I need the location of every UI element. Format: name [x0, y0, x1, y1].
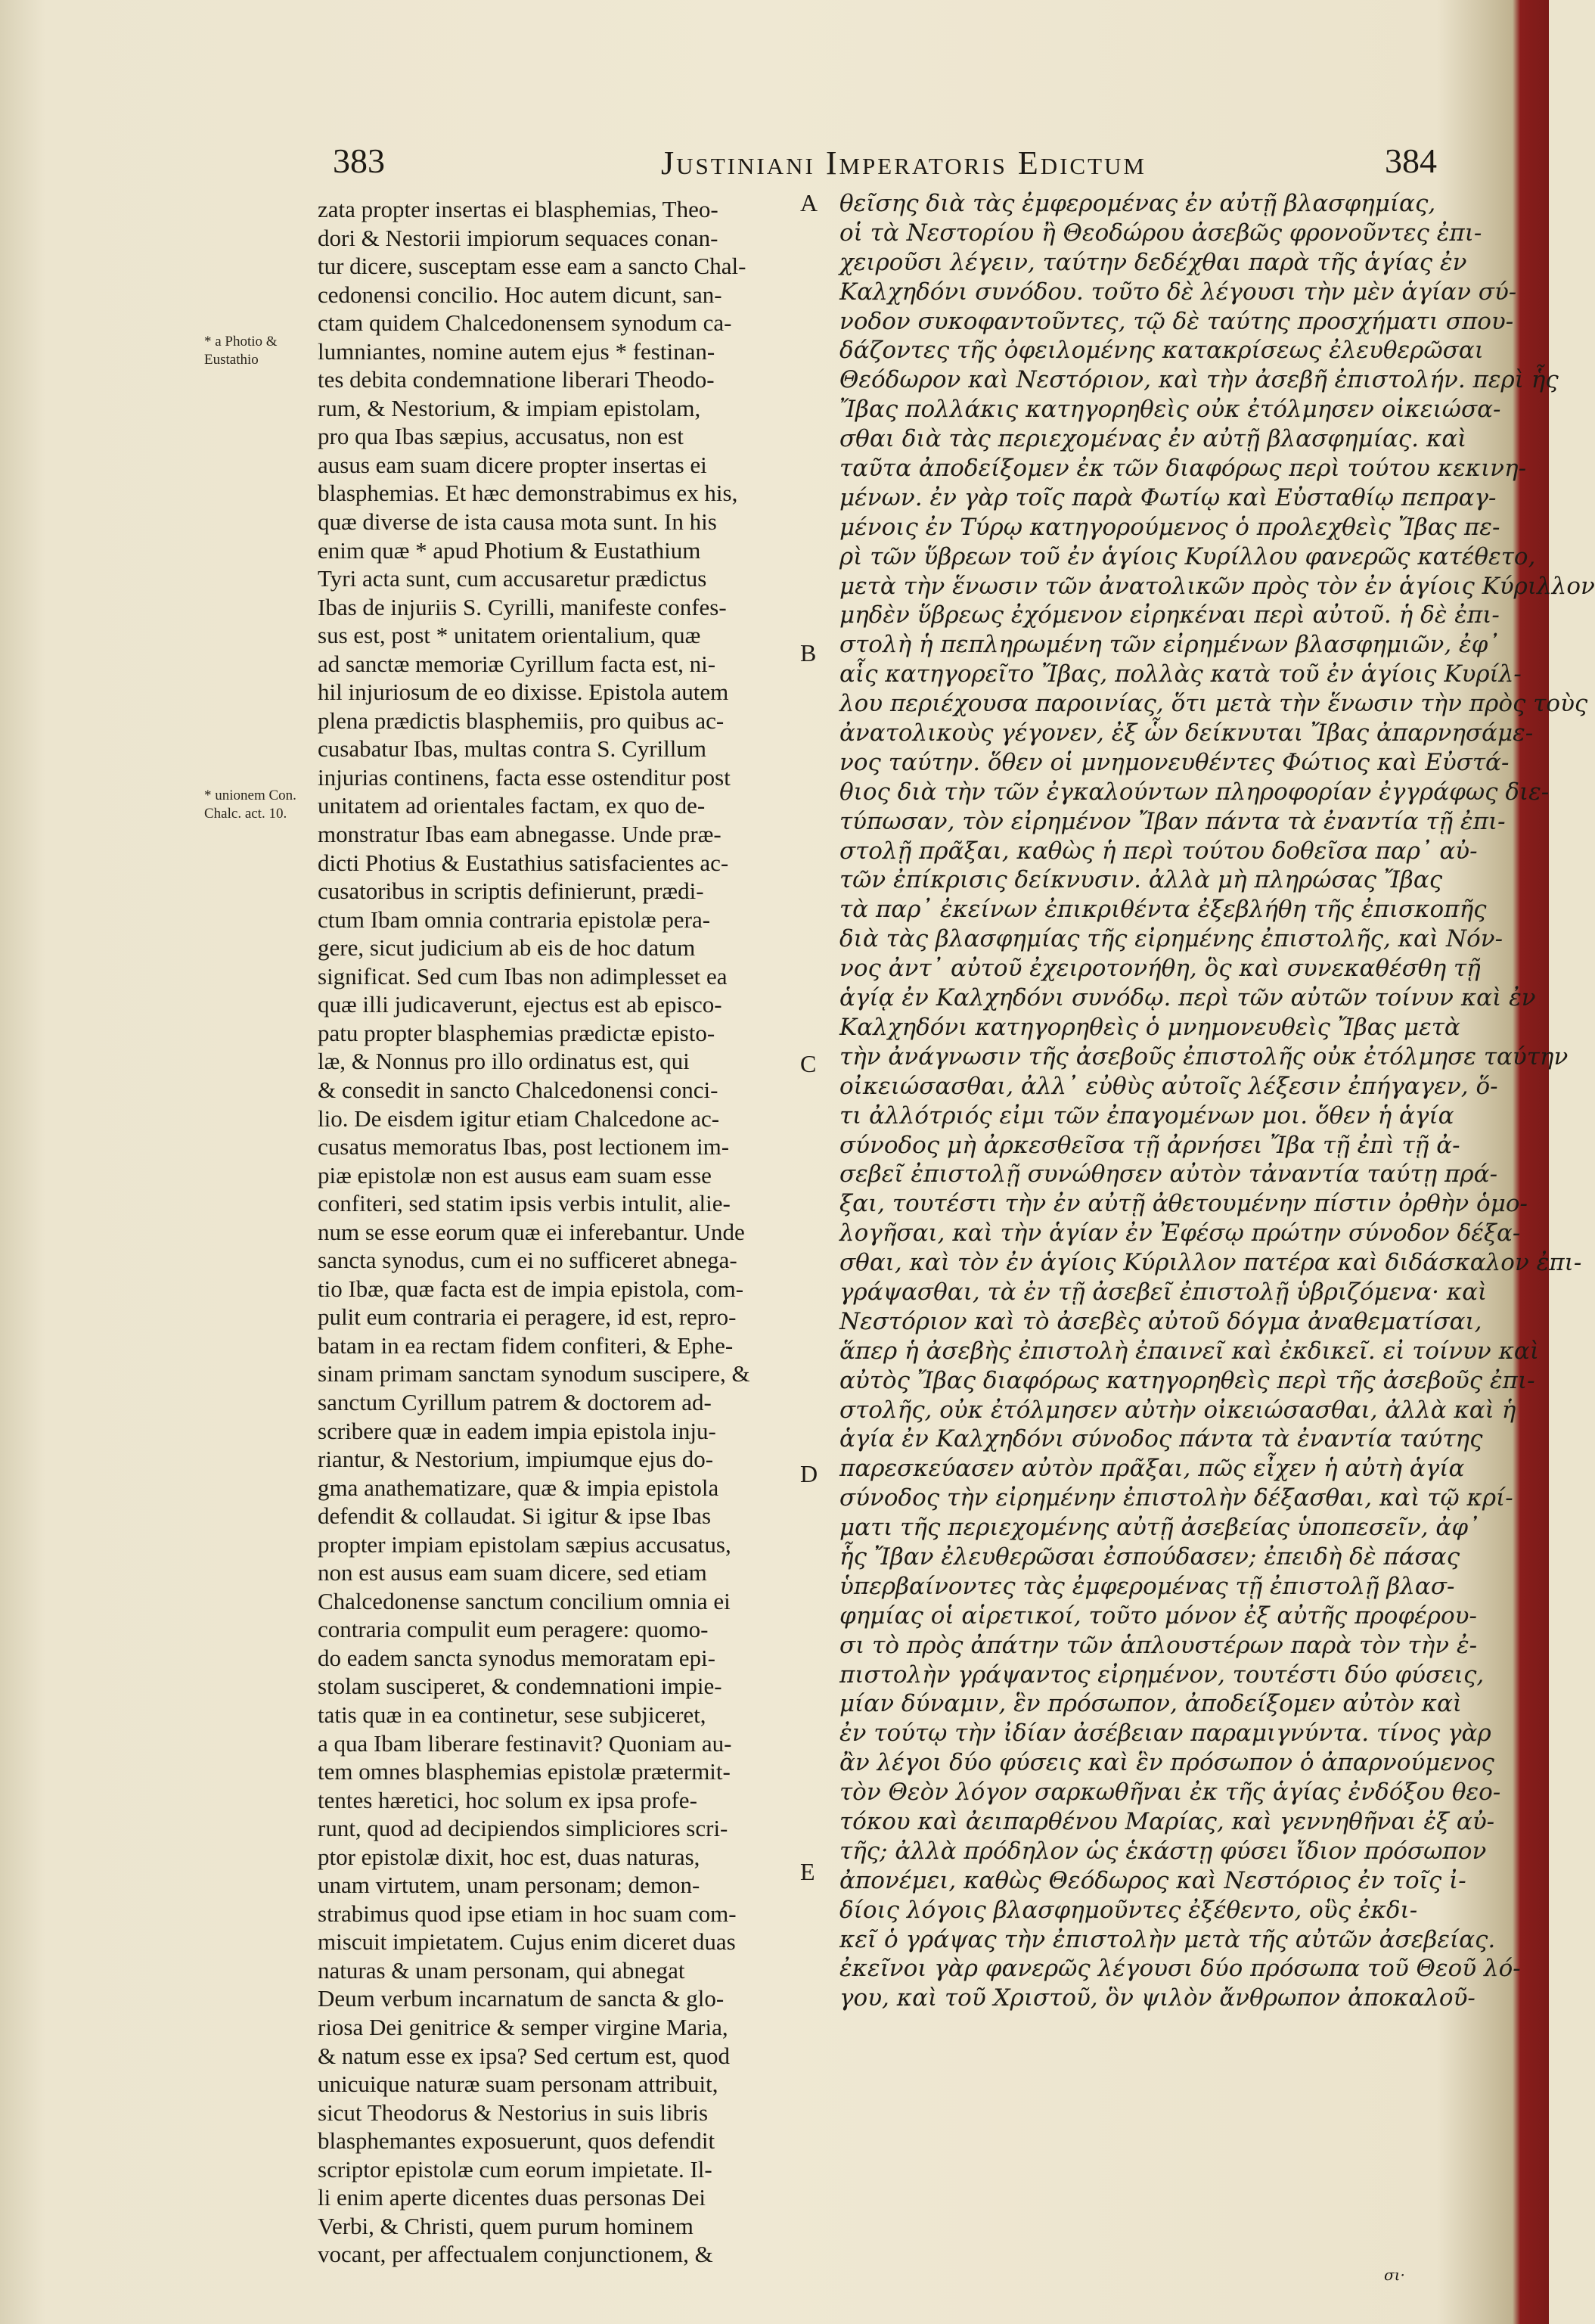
text-line: plena prædictis blasphemiis, pro quibus ac- — [318, 707, 725, 734]
text-line: dicti Photius & Eustathius satisfacientes ac- — [318, 849, 729, 876]
text-line: ταῦτα ἀποδείξομεν ἐκ τῶν διαφόρως περὶ τούτου κεκινη- — [839, 455, 1527, 483]
running-header — [333, 141, 1437, 186]
text-line: νος ταύτην. ὅθεν οἱ μνημονευθέντες Φώτιος καὶ Εὐστά- — [839, 748, 1510, 776]
text-line: διὰ τὰς βλασφημίας τῆς εἰρημένης ἐπιστολῆς, καὶ Νόν- — [839, 925, 1503, 953]
text-line: sancta synodus, cum ei no sufficeret abnega- — [318, 1247, 737, 1274]
text-line: scribere quæ in eadem impia epistola inju- — [318, 1417, 716, 1444]
text-line: confiteri, sed statim ipsis verbis intulit, alie- — [318, 1190, 731, 1217]
text-line: Θεόδωρον καὶ Νεστόριον, καὶ τὴν ἀσεβῆ ἐπιστολήν. περὶ ἧς — [839, 366, 1559, 394]
text-line: στολὴ ἡ πεπληρωμένη τῶν εἰρημένων βλασφημιῶν, ἐφ᾽ — [839, 631, 1500, 659]
section-letter-e: E — [800, 1858, 815, 1885]
text-line: στολῇ πρᾶξαι, καθὼς ἡ περὶ τούτου δοθεῖσα παρ᾽ αὐ- — [839, 837, 1478, 865]
text-line: num se esse eorum quæ ei inferebantur. Unde — [318, 1218, 745, 1245]
text-line: ausus eam suam dicere propter insertas ei — [318, 451, 707, 478]
text-line: νος ἀντ᾽ αὐτοῦ ἐχειροτονήθη, ὃς καὶ συνεκαθέσθη τῇ — [839, 955, 1481, 983]
text-line: Verbi, & Christi, quem purum hominem — [318, 2212, 694, 2239]
text-line: miscuit impietatem. Cujus enim diceret duas — [318, 1928, 736, 1956]
text-line: scriptor epistolæ cum eorum impietate. Il- — [318, 2155, 712, 2183]
text-line: σθαι, καὶ τὸν ἐν ἁγίοις Κύριλλον πατέρα καὶ διδάσκαλον ἐπι- — [839, 1249, 1582, 1277]
greek-text-column — [839, 189, 1595, 2013]
text-line: læ, & Nonnus pro illo ordinatus est, qui — [318, 1048, 690, 1075]
text-line: ἀνατολικοὺς γέγονεν, ἐξ ὧν δείκνυται Ἴβας ἀπαρνησάμε- — [839, 719, 1534, 747]
text-line: Deum verbum incarnatum de sancta & glo- — [318, 1985, 725, 2012]
page-number-right: 384 — [1385, 141, 1437, 180]
text-line: dori & Nestorii impiorum sequaces conan- — [318, 224, 718, 251]
text-line: sicut Theodorus & Nestorius in suis libris — [318, 2099, 709, 2126]
text-line: φημίας οἱ αἱρετικοί, τοῦτο μόνον ἐξ αὐτῆς προφέρου- — [839, 1602, 1477, 1630]
text-line: πιστολὴν γράψαντος εἰρημένον, τουτέστι δύο φύσεις, — [839, 1661, 1485, 1689]
text-line: lio. De eisdem igitur etiam Chalcedone ac- — [318, 1105, 720, 1132]
text-line: tes debita condemnatione liberari Theodo- — [318, 366, 715, 393]
text-line: tentes hæretici, hoc solum ex ipsa profe- — [318, 1786, 697, 1813]
text-line: στολῆς, οὐκ ἐτόλμησεν αὐτὴν οἰκειώσασθαι, ἀλλὰ καὶ ἡ — [839, 1396, 1516, 1424]
text-line: blasphemias. Et hæc demonstrabimus ex his, — [318, 480, 738, 507]
text-line: gma anathematizare, quæ & impia epistola — [318, 1474, 719, 1501]
text-line: strabimus quod ipse etiam in hoc suam com- — [318, 1900, 737, 1927]
text-line: cedonensi concilio. Hoc autem dicunt, san- — [318, 281, 722, 308]
text-line: τὰ παρ᾽ ἐκείνων ἐπικριθέντα ἐξεβλήθη τῆς ἐπισκοπῆς — [839, 896, 1487, 924]
text-line: ἁγίᾳ ἐν Καλχηδόνι συνόδῳ. περὶ τῶν αὐτῶν τοίνυν καὶ ἐν — [839, 984, 1536, 1012]
text-line: batam in ea rectam fidem confiteri, & Ephe- — [318, 1331, 734, 1359]
text-line: σι τὸ πρὸς ἀπάτην τῶν ἁπλουστέρων παρὰ τὸν τὴν ἐ- — [839, 1631, 1478, 1659]
text-line: tio Ibæ, quæ facta est de impia epistola, com- — [318, 1275, 744, 1302]
page-number-left: 383 — [333, 141, 385, 180]
text-line: naturas & unam personam, qui abnegat — [318, 1956, 685, 1984]
text-line: cusabatur Ibas, multas contra S. Cyrillum — [318, 735, 706, 763]
text-line: piæ epistolæ non est ausus eam suam esse — [318, 1161, 712, 1188]
catchword: σι· — [1384, 2266, 1405, 2284]
text-line: rum, & Nestorium, & impiam epistolam, — [318, 394, 701, 421]
text-line: ἁγία ἐν Καλχηδόνι σύνοδος πάντα τὰ ἐναντία ταύτης — [839, 1425, 1483, 1453]
text-line: Chalcedonense sanctum concilium omnia ei — [318, 1587, 731, 1614]
text-line: ρὶ τῶν ὕβρεων τοῦ ἐν ἁγίοις Κυρίλλου φανερῶς κατέθετο, — [839, 542, 1536, 570]
text-line: δάζοντες τῆς ὀφειλομένης κατακρίσεως ἐλευθερῶσαι — [839, 337, 1484, 365]
text-line: Καλχηδόνι συνόδου. τοῦτο δὲ λέγουσι τὴν μὲν ἁγίαν σύ- — [839, 278, 1517, 306]
text-line: sanctum Cyrillum patrem & doctorem ad- — [318, 1388, 712, 1415]
text-line: μίαν δύναμιν, ἓν πρόσωπον, ἀποδείξομεν αὐτὸν καὶ — [839, 1690, 1463, 1718]
text-line: enim quæ * apud Photium & Eustathium — [318, 536, 701, 564]
text-line: gere, sicut judicium ab eis de hoc datum — [318, 934, 696, 962]
text-line: patu propter blasphemias prædictæ episto- — [318, 1019, 715, 1046]
text-line: Ἴβας πολλάκις κατηγορηθεὶς οὐκ ἐτόλμησεν οἰκειώσα- — [839, 396, 1501, 424]
text-line: Καλχηδόνι κατηγορηθεὶς ὁ μνημονευθεὶς Ἴβας μετὰ — [839, 1013, 1460, 1041]
margin-note: * unionem Con. Chalc. act. 10. — [204, 788, 296, 822]
text-line: injurias continens, facta esse ostenditur post — [318, 763, 731, 791]
text-line: ἅπερ ἡ ἀσεβὴς ἐπιστολὴ ἐπαινεῖ καὶ ἐκδικεῖ. εἰ τοίνυν καὶ — [839, 1337, 1539, 1365]
text-line: τι ἀλλότριός εἰμι τῶν ἐπαγομένων μοι. ὅθεν ἡ ἁγία — [839, 1101, 1454, 1129]
text-line: δίοις λόγοις βλασφημοῦντες ἐξέθεντο, οὓς ἐκδι- — [839, 1896, 1418, 1924]
text-line: zata propter insertas ei blasphemias, Theo- — [318, 196, 718, 222]
text-line: ad sanctæ memoriæ Cyrillum facta est, ni- — [318, 650, 716, 677]
text-line: ctam quidem Chalcedonensem synodum ca- — [318, 309, 732, 337]
text-line: & consedit in sancto Chalcedonensi conci- — [318, 1076, 718, 1103]
text-line: μένων. ἐν γὰρ τοῖς παρὰ Φωτίῳ καὶ Εὐσταθίῳ πεπραγ- — [839, 483, 1497, 511]
text-line: τῶν ἐπίκρισις δείκνυσιν. ἀλλὰ μὴ πληρώσας Ἴβας — [839, 866, 1443, 894]
text-line: παρεσκεύασεν αὐτὸν πρᾶξαι, πῶς εἶχεν ἡ αὐτὴ ἁγία — [839, 1455, 1465, 1483]
text-line: propter impiam epistolam sæpius accusatus, — [318, 1530, 731, 1558]
text-line: li enim aperte dicentes duas personas Dei — [318, 2184, 706, 2211]
section-letter-c: C — [800, 1050, 817, 1077]
text-line: τὸν Θεὸν λόγον σαρκωθῆναι ἐκ τῆς ἁγίας ἐνδόξου θεο- — [839, 1779, 1501, 1807]
text-line: ἀπονέμει, καθὼς Θεόδωρος καὶ Νεστόριος ἐν τοῖς ἰ- — [839, 1866, 1466, 1894]
text-line: & natum esse ex ipsa? Sed certum est, quod — [318, 2042, 730, 2069]
text-line: stolam susciperet, & condemnationi impie- — [318, 1673, 722, 1700]
text-line: ματι τῆς περιεχομένης αὐτῇ ἀσεβείας ὑποπεσεῖν, ἀφ᾽ — [839, 1514, 1480, 1542]
margin-note: * a Photio & Eustathio — [204, 334, 278, 368]
text-line: riosa Dei genitrice & semper virgine Maria, — [318, 2014, 728, 2040]
text-line: ὑπερβαίνοντες τὰς ἐμφερομένας τῇ ἐπιστολῇ βλασ- — [839, 1572, 1455, 1600]
text-line: contraria compulit eum peragere: quomo- — [318, 1616, 709, 1643]
text-line: λογῆσαι, καὶ τὴν ἁγίαν ἐν Ἐφέσῳ πρώτην σύνοδον δέξα- — [839, 1219, 1521, 1247]
text-line: blasphemantes exposuerunt, quos defendit — [318, 2127, 715, 2155]
text-line: tur dicere, susceptam esse eam a sancto Chal- — [318, 253, 746, 280]
text-line: tem omnes blasphemias epistolæ prætermit- — [318, 1758, 731, 1785]
text-line: σύνοδος τὴν εἰρημένην ἐπιστολὴν δέξασθαι, καὶ τῷ κρί- — [839, 1484, 1513, 1512]
section-letters — [800, 189, 830, 1929]
text-line: Νεστόριον καὶ τὸ ἀσεβὲς αὐτοῦ δόγμα ἀναθεματίσαι, — [839, 1307, 1482, 1335]
text-line: χειροῦσι λέγειν, ταύτην δεδέχθαι παρὰ τῆς ἁγίας ἐν — [839, 248, 1467, 276]
text-line: hil injuriosum de eo dixisse. Epistola autem — [318, 679, 729, 706]
text-line: μηδὲν ὕβρεως ἐχόμενον εἰρηκέναι περὶ αὐτοῦ. ἡ δὲ ἐπι- — [839, 601, 1500, 629]
text-line: lumniantes, nomine autem ejus * festinan- — [318, 337, 715, 365]
text-line: ἐκεῖνοι γὰρ φανερῶς λέγουσι δύο πρόσωπα τοῦ Θεοῦ λό- — [839, 1955, 1521, 1983]
text-line: ἧς Ἴβαν ἐλευθερῶσαι ἐσπούδασεν; ἐπειδὴ δὲ πάσας — [839, 1543, 1460, 1571]
running-title: Justiniani Imperatoris Edictum — [661, 144, 1147, 182]
text-line: λου περιέχουσα παροινίας, ὅτι μετὰ τὴν ἕνωσιν τὴν πρὸς τοὺς — [839, 690, 1588, 718]
text-line: unicuique naturæ suam personam attribuit, — [318, 2071, 718, 2098]
text-line: μένοις ἐν Τύρῳ κατηγορούμενος ὁ προλεχθεὶς Ἴβας πε- — [839, 513, 1500, 541]
text-line: ptor epistolæ dixit, hoc est, duas naturas, — [318, 1843, 700, 1870]
text-line: vocant, per affectualem conjunctionem, & — [318, 2241, 713, 2268]
text-line: tatis quæ in ea continetur, sese subjiceret, — [318, 1701, 706, 1728]
text-line: τόκου καὶ ἀειπαρθένου Μαρίας, καὶ γεννηθῆναι ἐξ αὐ- — [839, 1807, 1495, 1835]
text-line: κεῖ ὁ γράψας τὴν ἐπιστολὴν μετὰ τῆς αὐτῶν ἀσεβείας. — [839, 1925, 1496, 1953]
section-letter-b: B — [800, 639, 817, 666]
text-line: cusatus memoratus Ibas, post lectionem im- — [318, 1133, 730, 1160]
text-line: σθαι διὰ τὰς περιεχομένας ἐν αὐτῇ βλασφημίας. καὶ — [839, 425, 1467, 453]
text-line: quæ illi judicaverunt, ejectus est ab episco- — [318, 991, 722, 1018]
text-line: οἰκειώσασθαι, ἀλλ᾽ εὐθὺς αὐτοῖς λέξεσιν ἐπήγαγεν, ὅ- — [839, 1072, 1498, 1100]
text-line: unam virtutem, unam personam; demon- — [318, 1872, 700, 1899]
text-line: οἱ τὰ Νεστορίου ἢ Θεοδώρου ἀσεβῶς φρονοῦντες ἐπι- — [839, 219, 1482, 247]
text-line: pulit eum contraria ei peragere, id est, repro- — [318, 1303, 737, 1331]
text-line: a qua Ibam liberare festinavit? Quoniam au- — [318, 1729, 732, 1757]
text-line: αἷς κατηγορεῖτο Ἴβας, πολλὰς κατὰ τοῦ ἐν ἁγίοις Κυρίλ- — [839, 660, 1522, 688]
text-line: quæ diverse de ista causa mota sunt. In his — [318, 508, 717, 536]
latin-text-column — [318, 195, 787, 2269]
text-line: non est ausus eam suam dicere, sed etiam — [318, 1559, 707, 1586]
text-line: τῆς; ἀλλὰ πρόδηλον ὡς ἑκάστῃ φύσει ἴδιον πρόσωπον — [839, 1837, 1487, 1865]
text-line: ctum Ibam omnia contraria epistolæ pera- — [318, 906, 711, 933]
text-line: θεῖσης διὰ τὰς ἐμφερομένας ἐν αὐτῇ βλασφημίας, — [839, 190, 1436, 217]
text-line: ξαι, τουτέστι τὴν ἐν αὐτῇ ἀθετουμένην πίστιν ὀρθὴν ὁμο- — [839, 1190, 1528, 1218]
text-line: sus est, post * unitatem orientalium, quæ — [318, 622, 701, 649]
text-line: Tyri acta sunt, cum accusaretur prædictus — [318, 565, 707, 592]
section-letter-a: A — [800, 189, 818, 216]
text-line: τύπωσαν, τὸν εἰρημένον Ἴβαν πάντα τὰ ἐναντία τῇ ἐπι- — [839, 807, 1506, 835]
text-line: pro qua Ibas sæpius, accusatus, non est — [318, 423, 684, 450]
text-line: μετὰ τὴν ἕνωσιν τῶν ἀνατολικῶν πρὸς τὸν ἐν ἁγίοις Κύριλλον — [839, 572, 1595, 600]
text-line: γου, καὶ τοῦ Χριστοῦ, ὃν ψιλὸν ἄνθρωπον ἀποκαλοῦ- — [839, 1984, 1476, 2012]
text-line: γράψασθαι, τὰ ἐν τῇ ἀσεβεῖ ἐπιστολῇ ὑβριζόμενα· καὶ — [839, 1278, 1488, 1306]
text-line: significat. Sed cum Ibas non adimplesset ea — [318, 962, 728, 990]
text-line: Ibas de injuriis S. Cyrilli, manifeste confes- — [318, 593, 727, 620]
text-line: sinam primam sanctam synodum suscipere, & — [318, 1360, 750, 1387]
text-line: αὐτὸς Ἴβας διαφόρως κατηγορηθεὶς περὶ τῆς ἀσεβοῦς ἐπι- — [839, 1366, 1535, 1394]
text-line: ἂν λέγοι δύο φύσεις καὶ ἓν πρόσωπον ὁ ἀπαρνούμενος — [839, 1749, 1494, 1777]
text-line: do eadem sancta synodus memoratam epi- — [318, 1644, 715, 1671]
text-line: cusatoribus in scriptis definierunt, prædi- — [318, 878, 704, 905]
section-letter-d: D — [800, 1460, 818, 1487]
text-line: νοδον συκοφαντοῦντες, τῷ δὲ ταύτης προσχήματι σπου- — [839, 307, 1514, 335]
text-line: σύνοδος μὴ ἀρκεσθεῖσα τῇ ἀρνήσει Ἴβα τῇ ἐπὶ τῇ ἀ- — [839, 1131, 1460, 1159]
text-line: ἐν τούτῳ τὴν ἰδίαν ἀσέβειαν παραμιγνύντα. τίνος γὰρ — [839, 1720, 1491, 1748]
text-line: τὴν ἀνάγνωσιν τῆς ἀσεβοῦς ἐπιστολῆς οὐκ ἐτόλμησε ταύτην — [839, 1042, 1569, 1070]
text-line: θιος διὰ τὴν τῶν ἐγκαλούντων πληροφορίαν ἐγγράφως διε- — [839, 778, 1550, 806]
text-line: runt, quod ad decipiendos simpliciores scri- — [318, 1815, 728, 1842]
text-line: σεβεῖ ἐπιστολῇ συνώθησεν αὐτὸν τἀναντία ταύτῃ πρά- — [839, 1160, 1498, 1188]
text-line: riantur, & Nestorium, impiumque ejus do- — [318, 1446, 714, 1473]
text-line: defendit & collaudat. Si igitur & ipse Ibas — [318, 1502, 712, 1530]
text-line: unitatem ad orientales factam, ex quo de- — [318, 792, 706, 819]
text-line: monstratur Ibas eam abnegasse. Unde præ- — [318, 821, 721, 848]
